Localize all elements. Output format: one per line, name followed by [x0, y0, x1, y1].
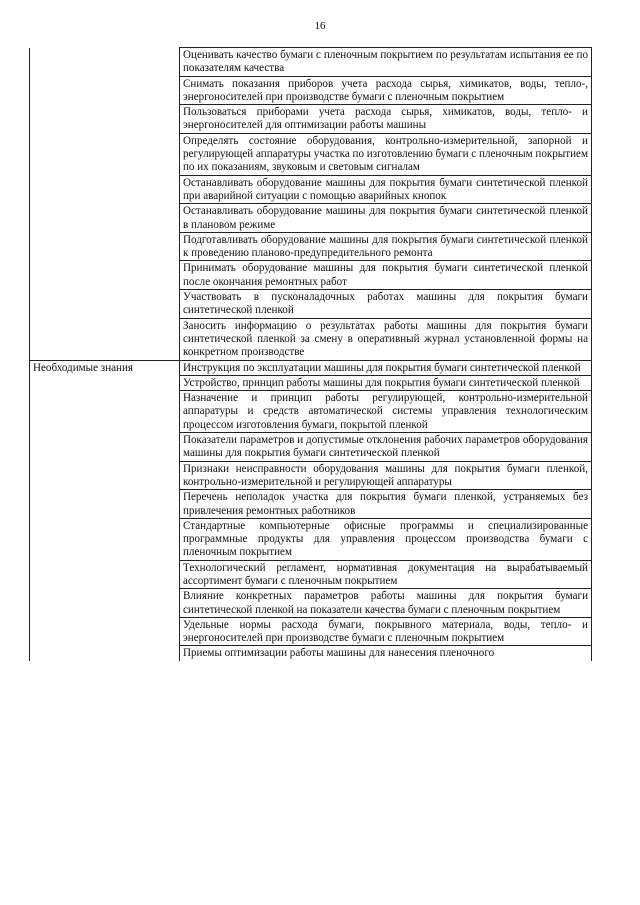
knowledge-item: Показатели параметров и допустимые отклонения рабочих параметров оборудования машины для покрытия бумаги синтетической пленкой	[180, 433, 592, 462]
skill-item: Участвовать в пусконаладочных работах машины для покрытия бумаги синтетической пленкой	[180, 290, 592, 319]
knowledge-item: Стандартные компьютерные офисные программы и специализированные программные продукты для управления процессом производства бумаги с пленочным покрытием	[180, 518, 592, 560]
skill-item: Оценивать качество бумаги с пленочным покрытием по результатам испытания ее по показателям качества	[180, 48, 592, 77]
page-number: 16	[314, 20, 326, 32]
skill-item: Определять состояние оборудования, контрольно-измерительной, запорной и регулирующей аппаратуры участка по изготовлению бумаги с пленочным покрытием по их показаниям, звуковым и световым сигналам	[180, 133, 592, 175]
skill-item: Останавливать оборудование машины для покрытия бумаги синтетической пленкой в плановом режиме	[180, 204, 592, 233]
skill-item: Подготавливать оборудование машины для покрытия бумаги синтетической пленкой к проведению планово-предупредительного ремонта	[180, 232, 592, 261]
skill-item: Пользоваться приборами учета расхода сырья, химикатов, воды, тепло- и энергоносителей для оптимизации работы машины	[180, 105, 592, 134]
knowledge-label: Необходимые знания	[30, 360, 180, 661]
knowledge-item: Перечень неполадок участка для покрытия бумаги пленкой, устраняемых без привлечения ремонтных работников	[180, 490, 592, 519]
table-row	[30, 48, 592, 77]
requirements-table	[29, 47, 592, 661]
knowledge-item: Инструкция по эксплуатации машины для покрытия бумаги синтетической пленкой	[180, 360, 592, 375]
knowledge-item: Влияние конкретных параметров работы машины для покрытия бумаги синтетической пленкой на показатели качества бумаги с пленочным покрытием	[180, 589, 592, 618]
skill-item: Принимать оборудование машины для покрытия бумаги синтетической пленкой после окончания ремонтных работ	[180, 261, 592, 290]
knowledge-item: Приемы оптимизации работы машины для нанесения пленочного	[180, 646, 592, 661]
skill-item: Заносить информацию о результатах работы машины для покрытия бумаги синтетической пленкой за смену в оперативный журнал установленной формы на конкретном производстве	[180, 318, 592, 360]
table-row	[30, 360, 592, 375]
knowledge-item: Удельные нормы расхода бумаги, покрывного материала, воды, тепло- и энергоносителей при производстве бумаги с пленочным покрытием	[180, 617, 592, 646]
knowledge-item: Технологический регламент, нормативная документация на вырабатываемый ассортимент бумаги с пленочным покрытием	[180, 560, 592, 589]
knowledge-item: Устройство, принцип работы машины для покрытия бумаги синтетической пленкой	[180, 375, 592, 390]
skills-label-cell	[30, 48, 180, 361]
skill-item: Останавливать оборудование машины для покрытия бумаги синтетической пленкой при аварийной ситуации с помощью аварийных кнопок	[180, 175, 592, 204]
knowledge-item: Назначение и принцип работы регулирующей, контрольно-измерительной аппаратуры и средств автоматической системы управления технологическим процессом изготовления бумаги, покрытой пленкой	[180, 391, 592, 433]
knowledge-item: Признаки неисправности оборудования машины для покрытия бумаги пленкой, контрольно-измерительной и регулирующей аппаратуры	[180, 461, 592, 490]
skill-item: Снимать показания приборов учета расхода сырья, химикатов, воды, тепло-, энергоносителей при производстве бумаги с пленочным покрытием	[180, 76, 592, 105]
